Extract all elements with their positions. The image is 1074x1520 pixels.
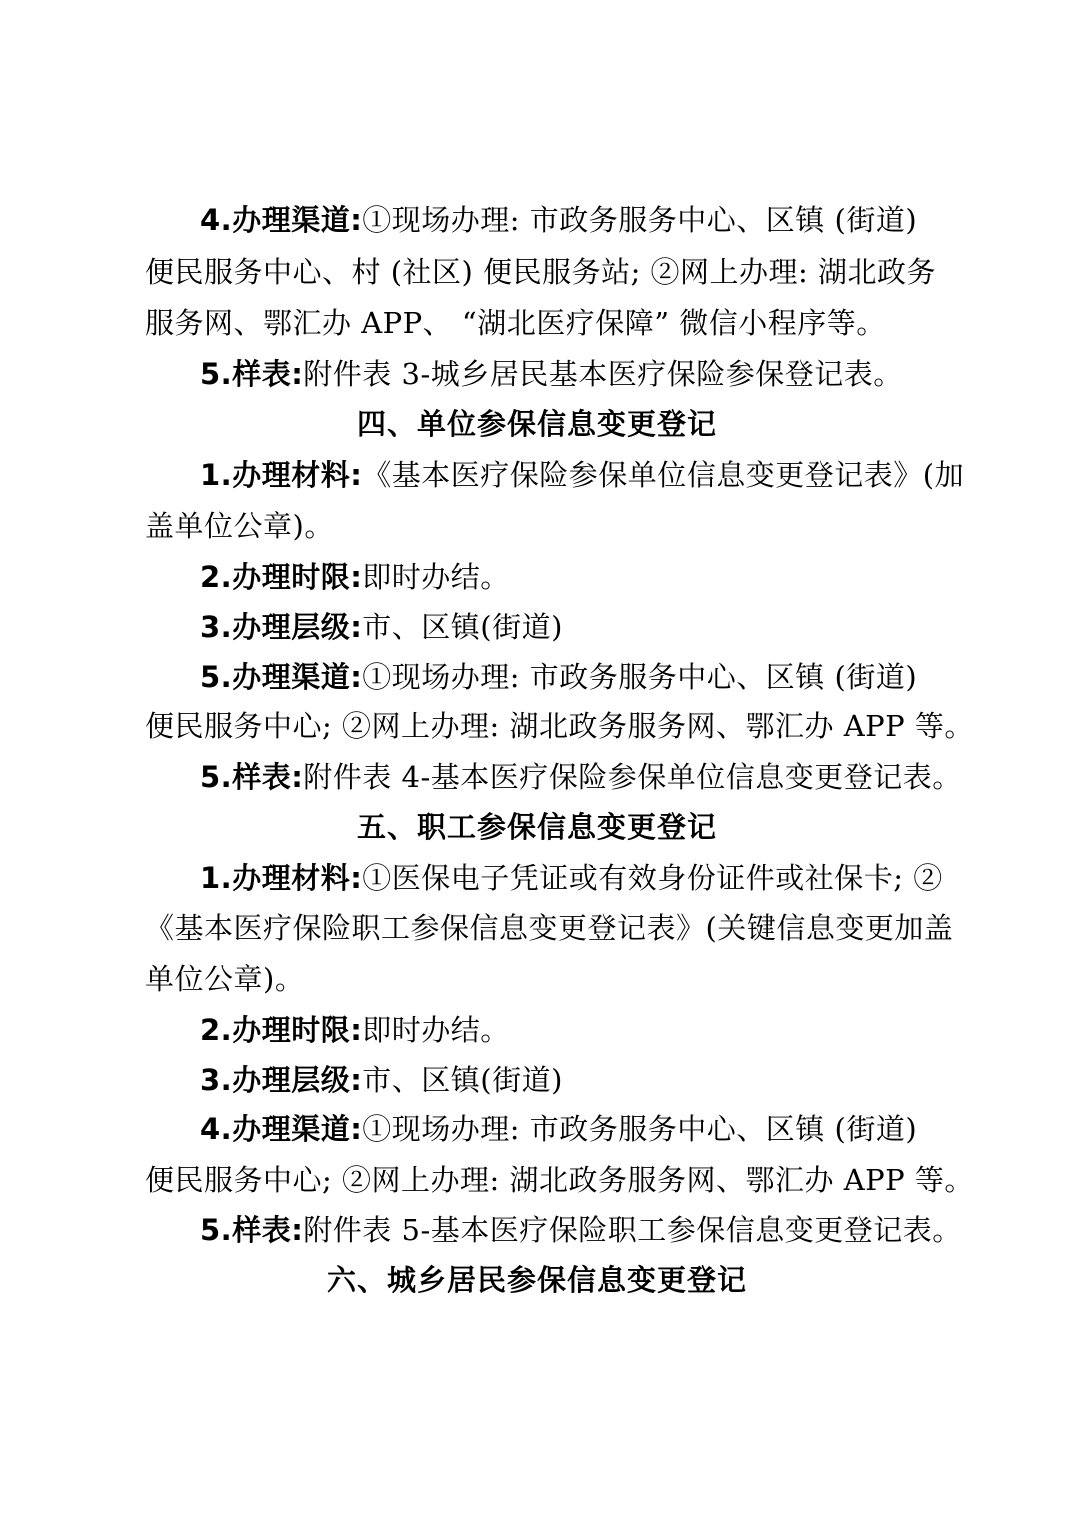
s5-item5-text: 附件表 5-基本医疗保险职工参保信息变更登记表。 bbox=[303, 1213, 962, 1247]
s4-item2-text: 即时办结。 bbox=[362, 560, 510, 594]
s4-item2-line bbox=[200, 557, 510, 597]
s5-item4-label: 4.办理渠道: bbox=[200, 1112, 363, 1146]
s5-item2-line bbox=[200, 1010, 510, 1050]
s4-item1-line2: 盖单位公章)。 bbox=[145, 509, 334, 543]
s4-item1-label: 1.办理材料: bbox=[200, 458, 363, 492]
s5-item5-line bbox=[200, 1210, 962, 1250]
s4-item4-line1 bbox=[200, 657, 917, 697]
s3-item4-text-1: ①现场办理: 市政务服务中心、区镇 (街道) bbox=[362, 203, 918, 237]
s5-item2-text: 即时办结。 bbox=[362, 1013, 510, 1047]
s3-item4-label: 4.办理渠道: bbox=[200, 203, 363, 237]
s3-item5-line bbox=[200, 354, 903, 394]
s4-item5-text: 附件表 4-基本医疗保险参保单位信息变更登记表。 bbox=[303, 760, 962, 794]
section-heading-6: 六、城乡居民参保信息变更登记 bbox=[326, 1263, 747, 1297]
s4-item2-label: 2.办理时限: bbox=[200, 560, 363, 594]
s4-item3-text: 市、区镇(街道) bbox=[362, 610, 563, 644]
s5-item1-line2: 《基本医疗保险职工参保信息变更登记表》(关键信息变更加盖 bbox=[145, 911, 954, 945]
s4-item4-text-1: ①现场办理: 市政务服务中心、区镇 (街道) bbox=[362, 660, 918, 694]
s4-item3-line bbox=[200, 607, 563, 647]
s4-item4-line2: 便民服务中心; ②网上办理: 湖北政务服务网、鄂汇办 APP 等。 bbox=[145, 709, 974, 743]
s4-item3-label: 3.办理层级: bbox=[200, 610, 363, 644]
s4-item4-label: 5.办理渠道: bbox=[200, 660, 363, 694]
s5-item4-line1 bbox=[200, 1109, 917, 1149]
s5-item2-label: 2.办理时限: bbox=[200, 1013, 363, 1047]
s3-item4-line2: 便民服务中心、村 (社区) 便民服务站; ②网上办理: 湖北政务 bbox=[145, 255, 937, 289]
section-heading-4: 四、单位参保信息变更登记 bbox=[356, 407, 717, 441]
s5-item5-label: 5.样表: bbox=[200, 1213, 304, 1247]
s4-item1-text-1: 《基本医疗保险参保单位信息变更登记表》(加 bbox=[362, 458, 965, 492]
s5-item1-line3: 单位公章)。 bbox=[145, 962, 305, 996]
s3-item5-text: 附件表 3-城乡居民基本医疗保险参保登记表。 bbox=[303, 357, 903, 391]
s5-item1-label: 1.办理材料: bbox=[200, 861, 363, 895]
s5-item1-text-1: ①医保电子凭证或有效身份证件或社保卡; ② bbox=[362, 861, 943, 895]
s5-item4-line2: 便民服务中心; ②网上办理: 湖北政务服务网、鄂汇办 APP 等。 bbox=[145, 1163, 974, 1197]
s4-item5-line bbox=[200, 757, 962, 797]
s5-item1-line1 bbox=[200, 858, 943, 898]
s4-item1-line1 bbox=[200, 455, 964, 495]
section-heading-5: 五、职工参保信息变更登记 bbox=[356, 810, 717, 844]
s5-item3-label: 3.办理层级: bbox=[200, 1063, 363, 1097]
s4-item5-label: 5.样表: bbox=[200, 760, 304, 794]
s3-item4-line1 bbox=[200, 200, 917, 240]
s5-item3-text: 市、区镇(街道) bbox=[362, 1063, 563, 1097]
s5-item3-line bbox=[200, 1060, 563, 1100]
s3-item4-line3: 服务网、鄂汇办 APP、 “湖北医疗保障” 微信小程序等。 bbox=[145, 306, 886, 340]
s3-item5-label: 5.样表: bbox=[200, 357, 304, 391]
s5-item4-text-1: ①现场办理: 市政务服务中心、区镇 (街道) bbox=[362, 1112, 918, 1146]
